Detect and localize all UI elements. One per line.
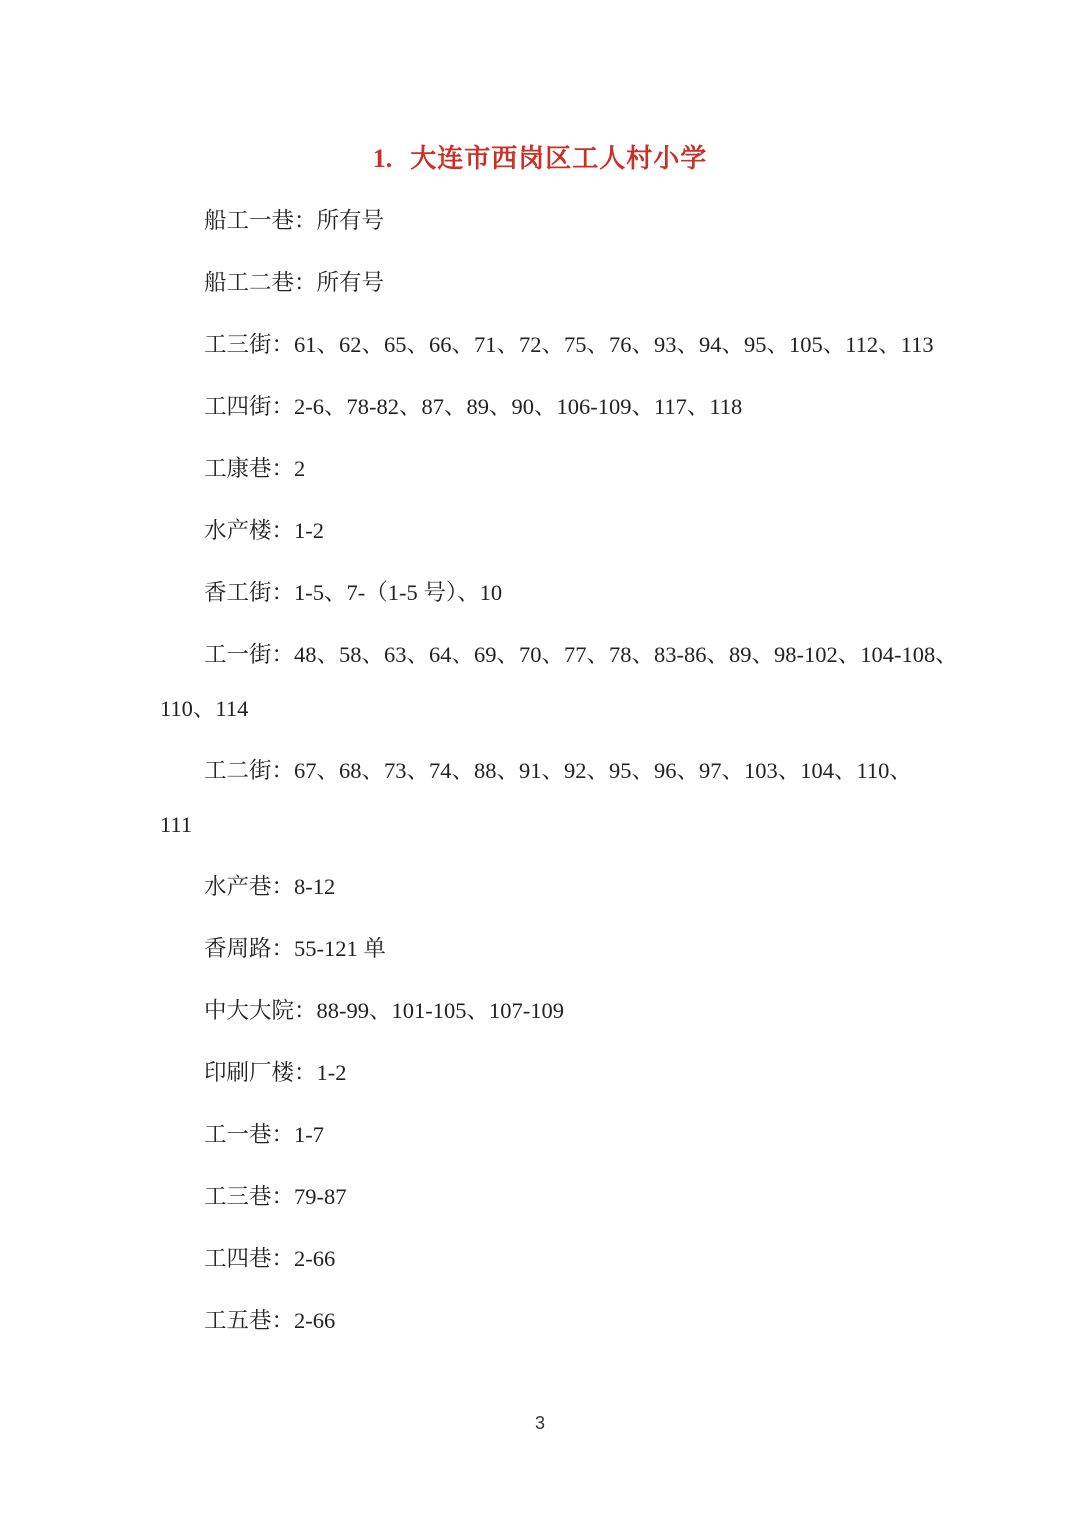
street-line: 工康巷：2 — [204, 456, 306, 481]
street-line: 工四街：2-6、78-82、87、89、90、106-109、117、118 — [204, 394, 743, 419]
street-line: 工五巷：2-66 — [204, 1308, 336, 1333]
section-title — [0, 138, 1080, 175]
street-line: 船工二巷：所有号 — [204, 270, 385, 295]
street-line: 工二街：67、68、73、74、88、91、92、95、96、97、103、104、110、 — [204, 758, 912, 783]
street-line: 工三巷：79-87 — [204, 1184, 347, 1209]
street-line: 香周路：55-121 单 — [204, 936, 386, 961]
street-line: 香工街：1-5、7-（1-5 号）、10 — [204, 580, 503, 605]
street-line: 中大大院：88-99、101-105、107-109 — [204, 998, 564, 1023]
street-line: 工一巷：1-7 — [204, 1122, 324, 1147]
section-title-text: 大连市西岗区工人村小学 — [410, 144, 708, 173]
street-line-continuation: 110、114 — [160, 696, 249, 721]
street-line: 水产楼：1-2 — [204, 518, 324, 543]
street-line: 水产巷：8-12 — [204, 874, 336, 899]
street-line: 工一街：48、58、63、64、69、70、77、78、83-86、89、98-102、104-108、 — [204, 642, 958, 667]
street-line: 工四巷：2-66 — [204, 1246, 336, 1271]
street-line-continuation: 111 — [160, 812, 193, 837]
street-line: 工三街：61、62、65、66、71、72、75、76、93、94、95、105、112、113 — [204, 332, 934, 357]
street-list — [160, 194, 958, 1348]
street-line: 印刷厂楼：1-2 — [204, 1060, 347, 1085]
section-number: 1. — [372, 144, 393, 173]
street-line: 船工一巷：所有号 — [204, 208, 385, 233]
page-number: 3 — [534, 1413, 545, 1433]
